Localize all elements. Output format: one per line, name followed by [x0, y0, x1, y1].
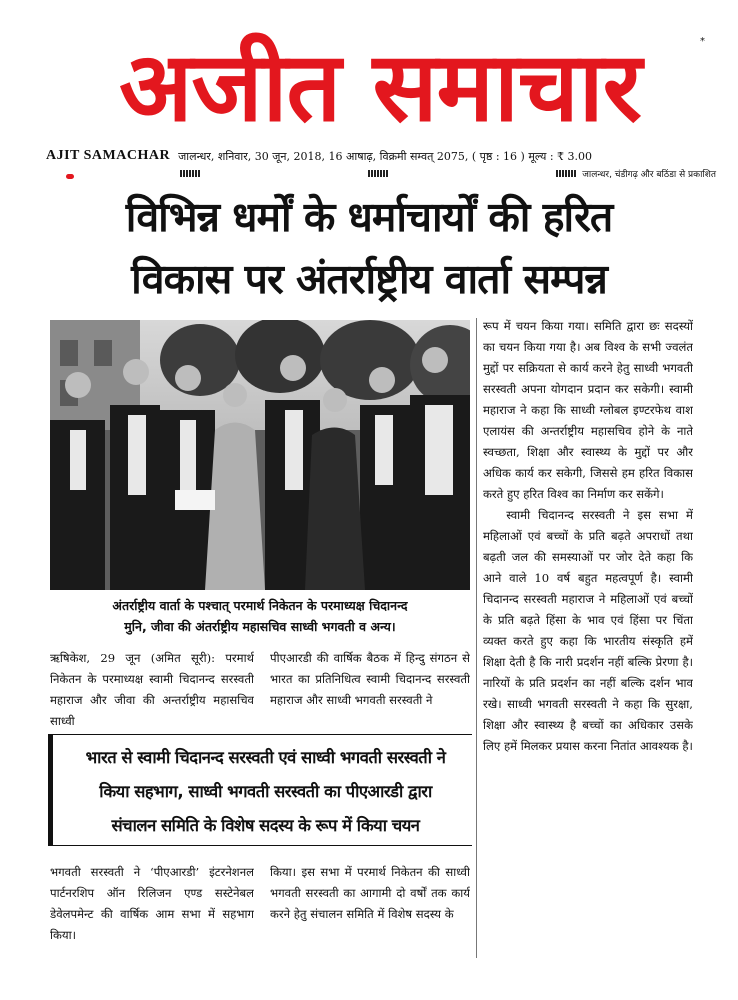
dateline: जालन्धर, शनिवार, 30 जून, 2018, 16 आषाढ़, विक्रमी सम्वत् 2075, ( पृष्ठ : 16 ) मूल्य : ₹ 3.00	[178, 149, 593, 163]
article-paragraph-1: रूप में चयन किया गया। समिति द्वारा छः सदस्यों का चयन किया गया है। अब विश्व के सभी ज्वलंत मुद्दों पर सक्रियता से कार्य करने हेतु साध्वी भगवती सरस्वती अपना योगदान प्रदान कर सकेगी। स्वामी महाराज ने कहा कि साध्वी ग्लोबल इण्टरफेथ वाश एलायंस की अन्तर्राष्ट्रीय महासचिव होने के नाते स्वच्छता, शिक्षा और स्वास्थ्य के मुद्दों पर और अधिक कार्य कर सकेगी, जिससे हम हरित विकास करते हुए हरित विश्व का निर्माण कर सकेंगे।	[483, 319, 693, 501]
article-col-1-bottom	[50, 862, 254, 954]
article-col-1-top	[50, 648, 254, 734]
headline-line-1: विभिन्न धर्मों के धर्माचार्यों की हरित	[125, 193, 613, 241]
editions-group	[556, 167, 716, 180]
subhead-line-1: भारत से स्वामी चिदानन्द सरस्वती एवं साध्वी भगवती सरस्वती ने	[85, 748, 446, 767]
article-col-2-bottom	[270, 862, 470, 954]
article-text: किया। इस सभा में परमार्थ निकेतन की साध्वी भगवती सरस्वती का आगामी दो वर्षों तक कार्य करने हेतु संचालन समिति में विशेष सदस्य के	[270, 865, 470, 921]
red-mark	[66, 174, 74, 179]
barcode-icon	[180, 170, 200, 177]
caption-line-1: अंतर्राष्ट्रीय वार्ता के पश्चात् परमार्थ निकेतन के परमाध्यक्ष चिदानन्द	[112, 598, 408, 613]
subhead-line-2: किया सहभाग, साध्वी भगवती सरस्वती का पीएआरडी द्वारा	[99, 782, 432, 801]
masthead-title: अजीत समाचार	[119, 31, 641, 143]
editions-text: जालन्धर, चंडीगढ़ और बठिंडा से प्रकाशित	[582, 169, 716, 180]
info-line	[46, 147, 716, 165]
brand-name: AJIT SAMACHAR	[46, 148, 171, 163]
article-col-2-top	[270, 648, 470, 734]
subhead-line-3: संचालन समिति के विशेष सदस्य के रूप में किया चयन	[111, 816, 420, 835]
subhead-box	[48, 734, 472, 846]
photo-caption	[50, 595, 470, 639]
headline	[30, 186, 708, 318]
article-text: पीएआरडी की वार्षिक बैठक में हिन्दु संगठन से भारत का प्रतिनिधित्व स्वामी चिदानन्द सरस्वती महाराज और साध्वी भगवती सरस्वती ने	[270, 651, 470, 707]
caption-line-2: मुनि, जीवा की अंतर्राष्ट्रीय महासचिव साध्वी भगवती व अन्य।	[124, 619, 396, 634]
headline-line-2: विकास पर अंतर्राष्ट्रीय वार्ता सम्पन्न	[131, 255, 607, 303]
barcode-icon	[368, 170, 388, 177]
sub-line	[180, 166, 716, 180]
barcode-icon	[556, 170, 576, 177]
group-photo	[50, 320, 470, 590]
article-text: ऋषिकेश, 29 जून (अमित सूरी): परमार्थ निकेतन के परमाध्यक्ष स्वामी चिदानन्द सरस्वती महाराज और जीवा की अन्तर्राष्ट्रीय महासचिव साध्वी	[50, 651, 254, 728]
column-divider	[476, 318, 477, 958]
masthead-mark: *	[700, 36, 705, 47]
article-paragraph-2: स्वामी चिदानन्द सरस्वती ने इस सभा में महिलाओं एवं बच्चों के प्रति बढ़ते अपराधों तथा बढ़ती जल की समस्याओं पर जोर देते कहा कि आने वाले 10 वर्ष बहुत महत्वपूर्ण है। स्वामी चिदानन्द सरस्वती महाराज ने महिलाओं एवं बच्चों के प्रति बढ़ते हिंसा के भाव एवं हिंसा पर चिंता व्यक्त करते हुए कहा कि भारतीय संस्कृति हमें शिक्षा देती है कि नारी प्रदर्शन नहीं बल्कि प्रेरणा है। नारियों के प्रति प्रदर्शन का नहीं बल्कि दर्शन भाव रखे। साध्वी भगवती सरस्वती ने कहा कि सुरक्षा, शिक्षा और स्वास्थ्य है बच्चों का अधिकार उसके लिए हमें मिलकर प्रयास करना नितांत आवश्यक है।	[483, 508, 693, 753]
article-text: भगवती सरस्वती ने ‘पीएआरडी’ इंटरनेशनल पार्टनरशिप ऑन रिलिजन एण्ड सस्टेनेबल डेवेलपमेन्ट की वार्षिक आम सभा में सहभाग किया।	[50, 865, 254, 942]
article-col-3	[483, 316, 693, 956]
